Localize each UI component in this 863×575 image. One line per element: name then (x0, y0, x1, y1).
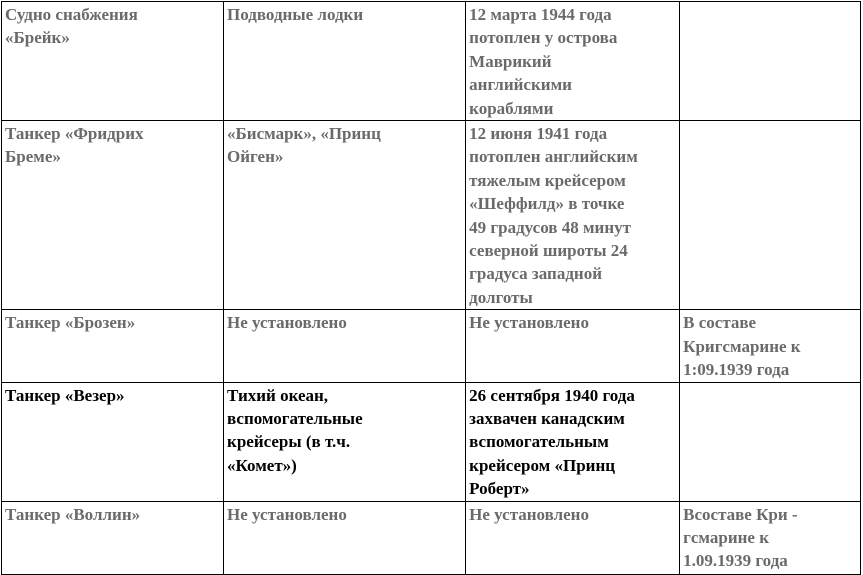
supplied-cell (224, 501, 466, 574)
ship-name-cell (2, 501, 224, 574)
note-text: В составе Кригсмарине к 1:09.1939 года (683, 313, 801, 380)
note-cell (680, 501, 861, 574)
ship-name-text: Танкер «Везер» (5, 385, 125, 405)
ship-name-text: Танкер «Воллин» (5, 504, 141, 524)
fate-text: 12 марта 1944 года потоплен у острова Маврикий английскими кораблями (469, 5, 618, 118)
ship-name-cell (2, 382, 224, 501)
note-cell (680, 310, 861, 382)
ship-name-text: Танкер «Брозен» (5, 313, 136, 333)
table-row (2, 382, 861, 501)
supplied-text: «Бисмарк», «Принц Ойген» (227, 124, 381, 167)
ship-name-text: Танкер «Фридрих Бреме» (5, 124, 144, 167)
fate-cell (466, 310, 680, 382)
supplied-text: Тихий океан, вспомогательные крейсеры (в т.ч. «Комет») (227, 385, 363, 475)
ship-name-cell (2, 2, 224, 121)
ships-table-body (2, 2, 861, 575)
ship-name-cell (2, 310, 224, 382)
table-row (2, 121, 861, 310)
supplied-cell (224, 382, 466, 501)
fate-text: Не установлено (469, 504, 589, 524)
ship-name-cell (2, 121, 224, 310)
table-row (2, 2, 861, 121)
note-text: Всоставе Кри - гсмарине к 1.09.1939 года (683, 504, 798, 571)
fate-cell (466, 2, 680, 121)
note-cell (680, 2, 861, 121)
note-cell (680, 382, 861, 501)
note-cell (680, 121, 861, 310)
table-row (2, 501, 861, 574)
supplied-text: Не установлено (227, 504, 347, 524)
table-row (2, 310, 861, 382)
supplied-text: Подводные лодки (227, 5, 364, 24)
supplied-text: Не установлено (227, 313, 347, 333)
fate-text: 12 июня 1941 года потоплен английским тяжелым крейсером «Шеффилд» в точке 49 градусов 48 минут северной широты 24 градуса западной долготы (469, 124, 638, 307)
fate-cell (466, 121, 680, 310)
supplied-cell (224, 2, 466, 121)
fate-cell (466, 382, 680, 501)
supplied-cell (224, 310, 466, 382)
supplied-cell (224, 121, 466, 310)
ships-table (1, 1, 861, 575)
fate-text: 26 сентября 1940 года захвачен канадским вспомогательным крейсером «Принц Роберт» (469, 385, 635, 499)
fate-text: Не установлено (469, 313, 589, 333)
ship-name-text: Судно снабжения «Брейк» (5, 5, 138, 48)
fate-cell (466, 501, 680, 574)
